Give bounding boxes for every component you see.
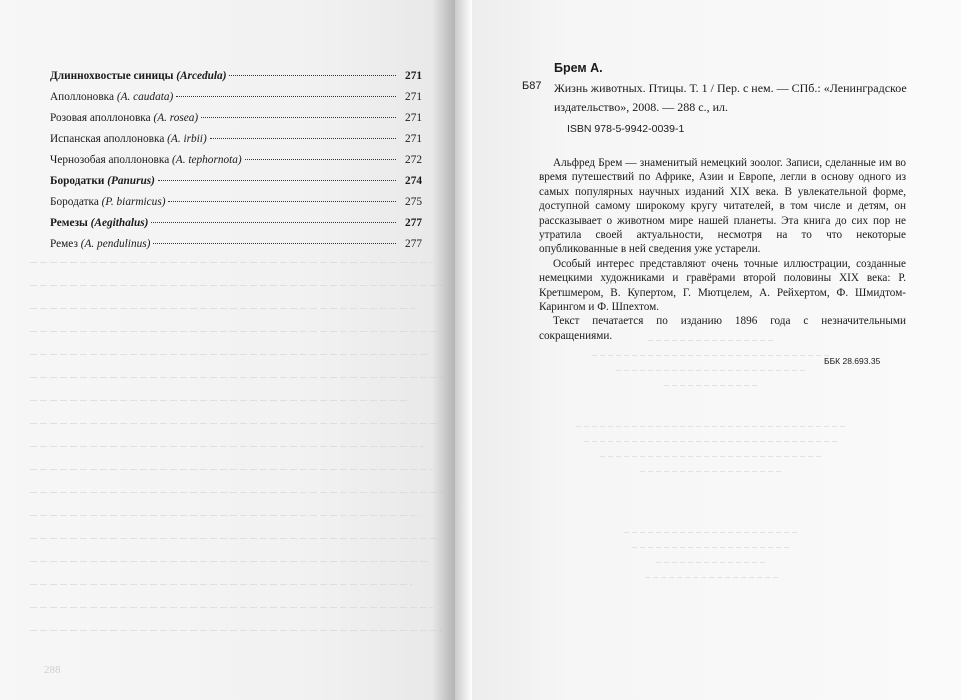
toc-entry-page: 271 xyxy=(405,112,422,124)
toc-entry xyxy=(50,66,422,87)
dot-leader xyxy=(153,243,396,244)
annotation-paragraph: Альфред Брем — знаменитый немецкий зоолог. Записи, сделанные им во время путешествий по Африке, Азии и Европе, легли в основу одного из самых популярных научных изданий XIX века. В увлекательной форме, доступной самому широкому кругу читателей, в том числе и детям, он рассказывает о животном мире нашей планеты. Эта книга до сих пор не утратила своей актуальности, несмотря на то что некоторые опубликованные в ней сведения уже устарели. xyxy=(539,157,906,256)
toc-entry-title: Чернозобая аполлоновка (A. tephornota) xyxy=(50,154,242,166)
toc-entry-page: 272 xyxy=(405,154,422,166)
dot-leader xyxy=(158,180,396,181)
toc-entry-title: Бородатка (P. biarmicus) xyxy=(50,196,166,208)
bbk-code: ББК 28.693.35 xyxy=(824,356,881,366)
toc-entry xyxy=(50,213,422,234)
dot-leader xyxy=(210,138,396,139)
author-name: Брем А. xyxy=(554,61,603,75)
toc-entry-page: 271 xyxy=(405,133,422,145)
toc-entry xyxy=(50,87,422,108)
show-through-text xyxy=(30,262,450,662)
book-gutter xyxy=(432,0,472,700)
toc-entry xyxy=(50,129,422,150)
toc-entry xyxy=(50,171,422,192)
right-page xyxy=(472,0,961,700)
toc-entry-page: 271 xyxy=(405,70,422,82)
dot-leader xyxy=(229,75,396,76)
toc-entry-title: Розовая аполлоновка (A. rosea) xyxy=(50,112,199,124)
toc-entry-title: Ремез (A. pendulinus) xyxy=(50,238,151,250)
toc-entry-page: 274 xyxy=(405,175,422,187)
page-number: 288 xyxy=(44,664,61,676)
toc-entry-title: Аполлоновка (A. caudata) xyxy=(50,91,174,103)
toc-entry xyxy=(50,234,422,255)
dot-leader xyxy=(201,117,396,118)
bibliographic-entry: Жизнь животных. Птицы. Т. 1 / Пер. с нем. — СПб.: «Ленинградское издательство», 2008. — 288 с., ил. xyxy=(554,81,907,114)
dot-leader xyxy=(245,159,396,160)
toc-entry xyxy=(50,150,422,171)
toc-entry-title: Испанская аполлоновка (A. irbii) xyxy=(50,133,207,145)
toc-entry-title: Ремезы (Aegithalus) xyxy=(50,217,149,229)
toc-entry-page: 277 xyxy=(405,217,422,229)
toc-entry-title: Длиннохвостые синицы (Arcedula) xyxy=(50,70,227,82)
left-page xyxy=(0,0,455,700)
toc-entry-page: 271 xyxy=(405,91,422,103)
toc-entry xyxy=(50,192,422,213)
dot-leader xyxy=(168,201,396,202)
annotation-paragraph: Особый интерес представляют очень точные иллюстрации, созданные немецкими художниками и гравёрами второй половины XIX века: Р. Кретшмером, В. Купертом, Г. Мютцелем, А. Рейхертом, Ф. Шмидтом-Карингом и Ф. Шпехтом. xyxy=(539,257,906,314)
toc-entry-page: 277 xyxy=(405,238,422,250)
dot-leader xyxy=(176,96,396,97)
table-of-contents xyxy=(50,66,422,255)
annotation-paragraph: Текст печатается по изданию 1896 года с незначительными сокращениями. xyxy=(539,315,906,342)
show-through-text xyxy=(552,340,872,640)
toc-entry-page: 275 xyxy=(405,196,422,208)
isbn: ISBN 978-5-9942-0039-1 xyxy=(567,123,685,135)
toc-entry-title: Бородатки (Panurus) xyxy=(50,175,155,187)
toc-entry xyxy=(50,108,422,129)
annotation xyxy=(539,156,906,343)
dot-leader xyxy=(151,222,396,223)
udc-code: Б87 xyxy=(522,80,542,92)
